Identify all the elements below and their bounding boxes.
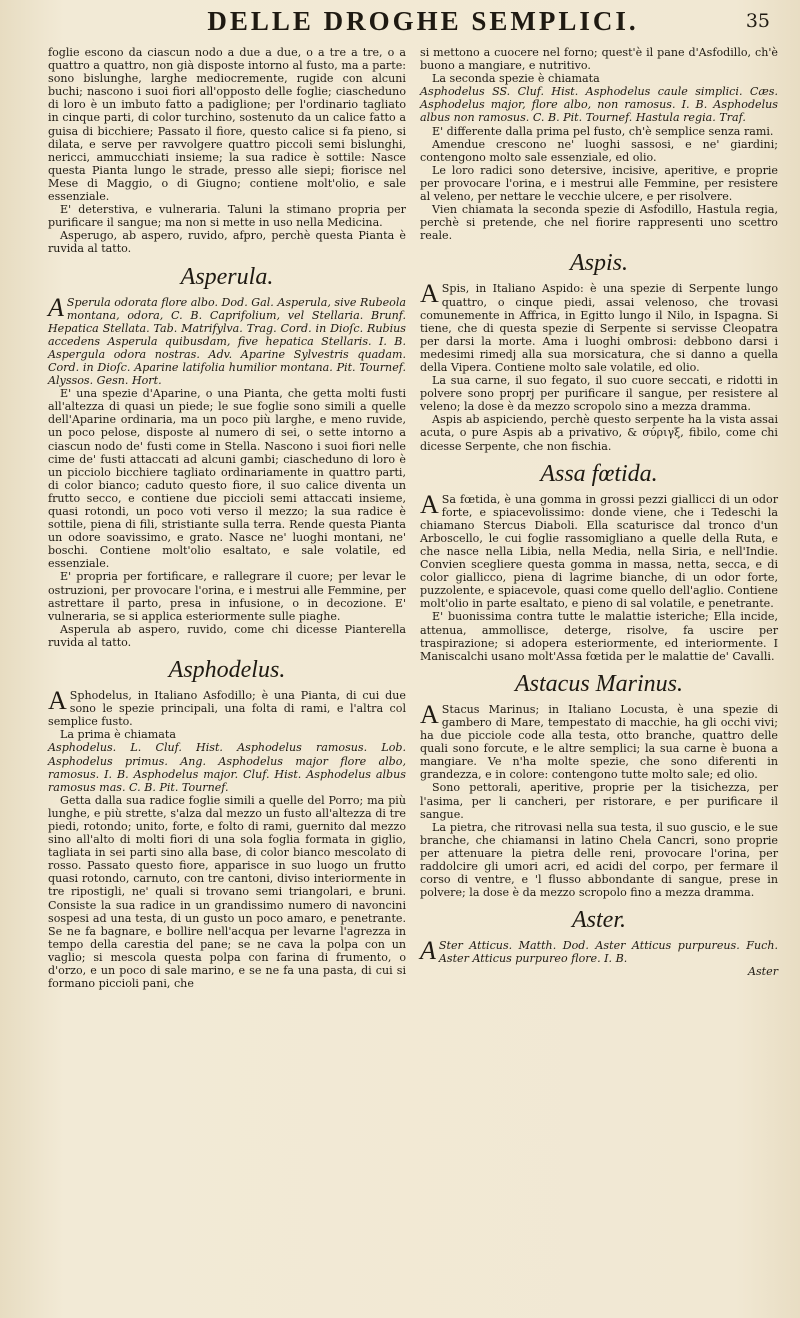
synonyms-list (48, 292, 406, 388)
paragraph: Getta dalla sua radice foglie simili a quelle del Porro; ma più lunghe, e più strette, s'alza dal mezzo un fusto all'altezza di tre piedi, rotondo; unito, forte, e folto di rami, guernito dal mezzo sino all'alto di molti fiori di una sola foglia formata in giglio, tagliata in sei parti sino alla base, di color bianco mescolato di rosso. Passato questo fiore, apparisce in suo luogo un frutto quasi rotondo, carnuto, con tre cantoni, diviso interiormente in tre ripostigli, ne' quali si trovano semi triangolari, e bruni. Consiste la sua radice in un grandissimo numero di navoncini sospesi ad una testa, di un gusto un poco amaro, e penetrante. Se ne fa bagnare, e bollire nell'acqua per levarne l'agrezza in tempo della carestia del pane; se ne cava la polpa con un vaglio; si mescola questa polpa con farina di frumento, o d'orzo, e un poco di sale marino, e se ne fa una pasta, di cui si formano piccioli pani, che (48, 793, 406, 991)
paragraph (48, 686, 406, 729)
left-column (48, 46, 406, 990)
paragraph-text: Stacus Marinus; in Italiano Locusta, è una spezie di gambero di Mare, tempestato di macchie, ha gli occhi vivi; ha due picciole code alla testa, otto branche, quattro delle quali sono forcute, e le altre semplici; la sua carne è buona a mangiare. Ve n'ha molte spezie, che sono diferenti in grandezza, e in colore: contengono tutte molto sale; ed olio. (420, 702, 778, 782)
entry-title-asperula: Asperula. (180, 263, 274, 290)
paragraph (420, 699, 778, 782)
paragraph (420, 279, 778, 374)
paragraph: La seconda spezie è chiamata (432, 72, 600, 86)
right-column (420, 46, 778, 990)
page-number: 35 (745, 10, 770, 32)
synonyms-text: Ster Atticus. Matth. Dod. Aster Atticus purpureus. Fuch. Aster Atticus purpureo flore. I. B. (438, 939, 778, 966)
paragraph: La sua carne, il suo fegato, il suo cuore seccati, e ridotti in polvere sono proprj per purificare il sangue, per resistere al veleno; la dose è da mezzo scropolo sino a mezza dramma. (420, 374, 778, 414)
drop-cap: A (48, 292, 64, 322)
paragraph: Asperula ab aspero, ruvido, come chi dicesse Pianterella ruvida al tatto. (48, 622, 406, 649)
paragraph: si mettono a cuocere nel forno; quest'è il pane d'Asfodillo, ch'è buono a mangiare, e nutritivo. (420, 46, 778, 73)
paragraph: E' differente dalla prima pel fusto, ch'è semplice senza rami. (432, 124, 774, 138)
entry-title-aster: Aster. (572, 907, 626, 934)
paragraph: Le loro radici sono detersive, incisive, aperitive, e proprie per provocare l'orina, e i mestrui alle Femmine, per resistere al veleno, per nettare le vecchie ulcere, e per risolvere. (420, 163, 778, 204)
drop-cap: A (420, 489, 439, 519)
catchword: Aster (747, 965, 778, 979)
paragraph-text: Sphodelus, in Italiano Asfodillo; è una Pianta, di cui due sono le spezie principali, una folta di rami, e l'altra col semplice fusto. (48, 689, 406, 729)
drop-cap: A (420, 699, 439, 729)
paragraph: Asperugo, ab aspero, ruvido, afpro, perchè questa Pianta è ruvida al tatto. (48, 229, 406, 256)
paragraph-text: Sa fœtida, è una gomma in grossi pezzi giallicci di un odor forte, e spiacevolissimo: donde viene, che i Tedeschi la chiamano Stercus Diaboli. Ella scaturisce dal tronco d'un Arboscello, le cui foglie rassomigliano a quelle della Ruta, e che nasce nella Libia, nella Media, nella Siria, e nell'Indie. Convien scegliere questa gomma in massa, netta, secca, e di color giallicco, piena di lagrime bianche, di un odor forte, puzzolente, e spiacevole, quasi come quello dell'aglio. Contiene molt'olio in parte esaltato, e pieno di sal volatile, e penetrante. (420, 492, 778, 611)
paragraph: E' una spezie d'Aparine, o una Pianta, che getta molti fusti all'altezza di quasi un piede; le sue foglie sono simili a quelle dell'Aparine ordinaria, ma un poco più larghe, e meno ruvide, un poco pelose, disposte al numero di sei, o sette intorno a ciascun nodo de' fusti come in Stella. Nascono i suoi fiori nelle cime de' fusti attaccati ad alcuni gambi; ciascheduno di loro è un picciolo bicchiere tagliato ordinariamente in quattro parti, di color bianco; caduto questo fiore, il suo calice diventa un frutto secco, e contiene due piccioli semi attaccati insieme, quasi rotondi, un poco voti verso il mezzo; la sua radice è sottile, piena di fili, stristiante sulla terra. Rende questa Pianta un odore soavissimo, e grato. Nasce ne' luoghi montani, ne' boschi. Contiene molt'olio esaltato, e sale volatile, ed essenziale. (48, 387, 406, 571)
paragraph: Amendue crescono ne' luoghi sassosi, e ne' giardini; contengono molto sale essenziale, ed olio. (420, 137, 778, 164)
paragraph: La prima è chiamata (60, 728, 176, 742)
synonyms-list: Asphodelus. L. Cluf. Hist. Asphodelus ramosus. Lob. Asphodelus primus. Ang. Asphodelus major flore albo, ramosus. I. B. Asphodelus major. Cluf. Hist. Asphodelus albus ramosus mas. C. B. Pit. Tournef. (48, 741, 406, 794)
entry-title-asphodelus: Asphodelus. (168, 657, 286, 684)
page-header (48, 6, 778, 46)
paragraph: E' buonissima contra tutte le malattie isteriche; Ella incide, attenua, ammollisce, deterge, risolve, fa uscire per traspirazione; si adopera esteriormente, ed interiormente. I Maniscalchi usano molt'Assa fœtida per le malattie de' Cavalli. (420, 610, 778, 663)
entry-title-aspis: Aspis. (569, 250, 628, 277)
running-title: DELLE DROGHE SEMPLICI. (207, 6, 639, 36)
two-column-text (48, 46, 778, 990)
paragraph: foglie escono da ciascun nodo a due a due, o a tre a tre, o a quattro a quattro, non già disposte intorno al fusto, ma a parte: sono bislunghe, larghe mediocremente, rugide con alcuni buchi; nascono i suoi fiori all'opposto delle foglie; ciascheduno di loro è un imbuto fatto a padiglione; per l'ordinario tagliato in cinque parti, di color turchino, sostenuto da un calice fatto a guisa di bicchiere; Passato il fiore, questo calice si fa pieno, si dilata, e serve per ravvolgere quattro piccoli semi bislunghi, nericci, ammucchiati insieme; la sua radice è sottile: Nasce questa Pianta lungo le strade, presso alle siepi; fiorisce nel Mese di Maggio, o di Giugno; contiene molt'olio, e sale essenziale. (48, 46, 406, 204)
paragraph (420, 489, 778, 611)
drop-cap: A (48, 686, 67, 716)
paragraph: Sono pettorali, aperitive, proprie per la tisichezza, per l'asima, per li cancheri, per ristorare, e per purificare il sangue. (420, 781, 778, 821)
drop-cap: A (420, 936, 436, 966)
paragraph: E' propria per fortificare, e rallegrare il cuore; per levar le ostruzioni, per provocare l'orina, e i mestrui alle Femmine, per astrettare il parto, presa in infusione, o in decozione. E' vulneraria, se si applica esteriormente sulle piaghe. (48, 570, 406, 623)
entry-title-astacus-marinus: Astacus Marinus. (515, 670, 683, 697)
synonyms-list: Asphodelus SS. Cluf. Hist. Asphodelus caule simplici. Cæs. Asphodelus major, flore albo, non ramosus. I. B. Asphodelus albus non ramosus. C. B. Pit. Tournef. Hastula regia. Traf. (420, 85, 778, 125)
paragraph: Aspis ab aspiciendo, perchè questo serpente ha la vista assai acuta, o pure Aspis ab a privativo, & σύριγξ, fibilo, come chi dicesse Serpente, che non fischia. (420, 413, 778, 453)
entry-title-assa-foetida: Assa fœtida. (540, 460, 658, 487)
paragraph: Vien chiamata la seconda spezie di Asfodillo, Hastula regia, perchè si pretende, che nel fiorire rappresenti uno scettro reale. (420, 203, 778, 243)
paragraph: E' deterstiva, e vulneraria. Taluni la stimano propria per purificare il sangue; ma non si mette in uso nella Medicina. (48, 203, 406, 230)
synonyms-list (420, 936, 778, 966)
paragraph-text: Spis, in Italiano Aspido: è una spezie di Serpente lungo quattro, o cinque piedi, assai velenoso, che trovasi comunemente in Affrica, in Egitto lungo il Nilo, in Ispagna. Si tiene, che di questa spezie di Serpente si servisse Cleopatra per darsi la morte. Ama i luoghi ombrosi: debbono darsi i medesimi rimedj alla sua morsicatura, che si danno a quella della Vipera. Contiene molto sale volatile, ed olio. (420, 282, 778, 374)
drop-cap: A (420, 279, 439, 309)
paragraph: La pietra, che ritrovasi nella sua testa, il suo guscio, e le sue branche, che chiamansi in latino Chela Cancri, sono proprie per attenuare la pietra delle reni, provocare l'orina, per raddolcire gli umori acri, ed acidi del corpo, per fermare il corso di ventre, e 'l flusso abbondante di sangue, prese in polvere; la dose è da mezzo scropolo fino a mezza dramma. (420, 820, 778, 900)
synonyms-text: Sperula odorata flore albo. Dod. Gal. Asperula, sive Rubeola montana, odora, C. B. Caprifolium, vel Stellaria. Brunf. Hepatica Stellata. Tab. Matrifylva. Trag. Cord. in Dioſc. Rubius accedens Asperula quibusdam, five hepatica Stellaris. I. B. Aspergula odora nostras. Adv. Aparine Sylvestris quadam. Cord. in Dioſc. Aparine latifolia humilior montana. Pit. Tournef. Alyssos. Gesn. Hort. (48, 295, 406, 388)
